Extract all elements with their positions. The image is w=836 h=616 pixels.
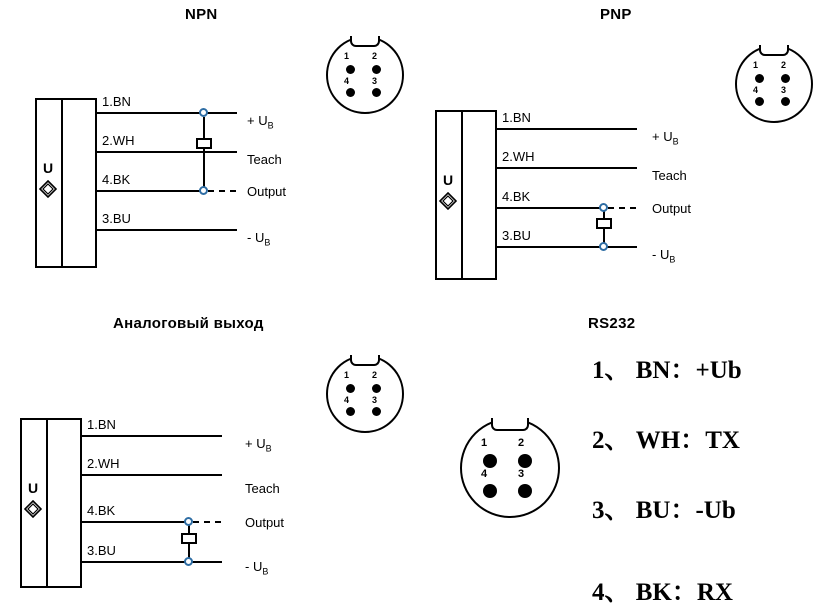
section-title-rs232: RS232: [588, 315, 636, 332]
pin-2: [781, 74, 790, 83]
connector-pnp: [735, 45, 813, 123]
pin-number-1: 1: [344, 51, 350, 61]
wire-label-npn-1: 1.BN: [102, 94, 131, 109]
wire-label-npn-4: 3.BU: [102, 211, 131, 226]
sensor-divider: [61, 98, 63, 268]
connector-npn: [326, 36, 404, 114]
sensor-diamond-icon: [24, 500, 42, 518]
wire-analog-4: [82, 561, 222, 563]
terminal-label-pnp-4: - $U_B$: [652, 247, 676, 265]
pin-number-2: 2: [518, 437, 525, 449]
section-title-pnp: PNP: [600, 6, 632, 23]
sensor-diamond-icon: [439, 192, 457, 210]
pin-3: [781, 97, 790, 106]
node-analog-top: [184, 517, 193, 526]
terminal-label-pnp-3: Output: [652, 201, 692, 216]
pin-1: [346, 384, 355, 393]
node-pnp-bottom: [599, 242, 608, 251]
pin-number-4: 4: [344, 395, 350, 405]
terminal-label-analog-2: Teach: [245, 481, 280, 496]
pin-3: [372, 407, 381, 416]
pin-4: [346, 88, 355, 97]
sensor-label-u: U: [27, 480, 39, 496]
wire-label-analog-3: 4.BK: [87, 503, 116, 518]
terminal-label-analog-1: + $U_B$: [245, 436, 272, 454]
section-title-analog: Аналоговый выход: [113, 315, 264, 332]
rs232-pinout-line-2: 2、 WH：TX: [592, 427, 740, 454]
rs232-pinout-line-3: 3、 BU：-Ub: [592, 497, 736, 524]
pin-4: [755, 97, 764, 106]
pin-number-4: 4: [753, 85, 759, 95]
wire-pnp-3: [497, 207, 602, 209]
wire-npn-3-dashed: [208, 190, 236, 192]
terminal-label-npn-4: - $U_B$: [247, 230, 271, 248]
wire-npn-3: [97, 190, 202, 192]
pin-number-3: 3: [518, 468, 525, 480]
wire-pnp-4: [497, 246, 637, 248]
terminal-label-analog-3: Output: [245, 515, 285, 530]
pin-2: [518, 454, 532, 468]
wire-npn-2: [97, 151, 237, 153]
wire-label-pnp-1: 1.BN: [502, 110, 531, 125]
connector-notch: [350, 36, 380, 47]
pin-1: [755, 74, 764, 83]
connector-rs232: [460, 418, 560, 518]
connector-notch: [759, 45, 789, 56]
connector-notch: [350, 355, 380, 366]
wire-npn-1: [97, 112, 237, 114]
pin-number-1: 1: [753, 60, 759, 70]
connector-notch: [491, 418, 529, 431]
wire-analog-3: [82, 521, 187, 523]
pin-4: [483, 484, 497, 498]
wire-pnp-2: [497, 167, 637, 169]
resistor-analog: [181, 533, 197, 544]
wire-label-pnp-2: 2.WH: [502, 149, 535, 164]
terminal-label-pnp-1: + $U_B$: [652, 129, 679, 147]
pin-2: [372, 65, 381, 74]
wire-analog-2: [82, 474, 222, 476]
wire-label-pnp-4: 3.BU: [502, 228, 531, 243]
wire-label-npn-2: 2.WH: [102, 133, 135, 148]
connector-analog: [326, 355, 404, 433]
wire-label-analog-4: 3.BU: [87, 543, 116, 558]
pin-number-3: 3: [372, 76, 378, 86]
terminal-label-npn-2: Teach: [247, 152, 282, 167]
pin-1: [483, 454, 497, 468]
wire-npn-branch: [203, 117, 205, 190]
wire-label-pnp-3: 4.BK: [502, 189, 531, 204]
wire-label-analog-2: 2.WH: [87, 456, 120, 471]
wire-pnp-1: [497, 128, 637, 130]
pin-3: [372, 88, 381, 97]
pin-4: [346, 407, 355, 416]
rs232-pinout-line-1: 1、 BN：+Ub: [592, 357, 742, 384]
pin-number-2: 2: [372, 370, 378, 380]
node-pnp-top: [599, 203, 608, 212]
node-npn-top: [199, 108, 208, 117]
pin-number-1: 1: [344, 370, 350, 380]
pin-number-4: 4: [481, 468, 488, 480]
node-analog-bottom: [184, 557, 193, 566]
terminal-label-npn-3: Output: [247, 184, 287, 199]
wire-label-analog-1: 1.BN: [87, 417, 116, 432]
terminal-label-analog-4: - $U_B$: [245, 559, 269, 577]
wire-pnp-3-dashed: [608, 207, 636, 209]
pin-number-3: 3: [781, 85, 787, 95]
node-npn-bottom: [199, 186, 208, 195]
pin-number-2: 2: [372, 51, 378, 61]
wire-analog-3-dashed: [193, 521, 221, 523]
pin-number-4: 4: [344, 76, 350, 86]
resistor-npn: [196, 138, 212, 149]
wire-analog-1: [82, 435, 222, 437]
wire-label-npn-3: 4.BK: [102, 172, 131, 187]
pin-number-2: 2: [781, 60, 787, 70]
pin-1: [346, 65, 355, 74]
sensor-divider: [461, 110, 463, 280]
pin-number-3: 3: [372, 395, 378, 405]
rs232-pinout-line-4: 4、 BK：RX: [592, 579, 733, 606]
pin-number-1: 1: [481, 437, 488, 449]
sensor-label-u: U: [442, 172, 454, 188]
wire-npn-4: [97, 229, 237, 231]
section-title-npn: NPN: [185, 6, 218, 23]
pin-3: [518, 484, 532, 498]
sensor-label-u: U: [42, 160, 54, 176]
resistor-pnp: [596, 218, 612, 229]
sensor-diamond-icon: [39, 180, 57, 198]
pin-2: [372, 384, 381, 393]
terminal-label-pnp-2: Teach: [652, 168, 687, 183]
terminal-label-npn-1: + $U_B$: [247, 113, 274, 131]
sensor-divider: [46, 418, 48, 588]
